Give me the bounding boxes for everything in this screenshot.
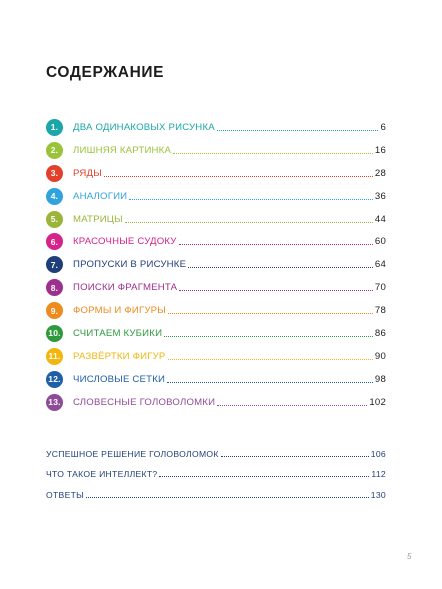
toc-entry[interactable] [46,162,386,185]
extra-page-number: 130 [370,489,386,500]
chapter-number-badge: 9. [46,302,63,319]
toc-entry[interactable] [46,139,386,162]
dot-leader [188,267,373,268]
dot-leader [217,130,379,131]
toc-entry[interactable] [46,253,386,276]
chapter-page-number: 86 [374,327,386,339]
dot-leader [164,336,373,337]
chapter-page-number: 64 [374,259,386,271]
toc-entry[interactable] [46,345,386,368]
chapter-number-badge: 2. [46,142,63,159]
chapter-number-badge: 5. [46,211,63,228]
extra-title: ОТВЕТЫ [46,489,85,500]
dot-leader [179,244,373,245]
chapter-title: ПОИСКИ ФРАГМЕНТА [73,282,178,294]
chapter-title: КРАСОЧНЫЕ СУДОКУ [73,236,177,248]
chapter-number-badge: 8. [46,279,63,296]
extra-section-list [46,444,386,505]
chapter-number-badge: 12. [46,371,63,388]
chapter-title: ФОРМЫ И ФИГУРЫ [73,305,166,317]
chapter-page-number: 78 [374,305,386,317]
page-title: СОДЕРЖАНИЕ [46,64,165,81]
chapter-title: РАЗВЁРТКИ ФИГУР [73,350,166,362]
chapter-page-number: 6 [380,121,386,133]
chapter-page-number: 70 [374,282,386,294]
extra-page-number: 106 [370,449,386,460]
chapter-number-badge: 1. [46,119,63,136]
chapter-title: ПРОПУСКИ В РИСУНКЕ [73,259,187,271]
dot-leader [159,476,369,477]
chapter-title: РЯДЫ [73,167,102,179]
chapter-title: СЧИТАЕМ КУБИКИ [73,327,163,339]
chapter-page-number: 36 [374,190,386,202]
toc-extra-entry[interactable] [46,464,386,484]
chapter-page-number: 90 [374,350,386,362]
toc-entry[interactable] [46,368,386,391]
chapter-title: ЧИСЛОВЫЕ СЕТКИ [73,373,166,385]
toc-entry[interactable] [46,391,386,414]
extra-page-number: 112 [371,469,386,480]
extra-title: УСПЕШНОЕ РЕШЕНИЕ ГОЛОВОЛОМОК [46,449,219,460]
toc-entry[interactable] [46,276,386,299]
chapter-page-number: 102 [369,396,386,408]
dot-leader [86,497,369,498]
dot-leader [221,456,369,457]
chapter-number-badge: 7. [46,256,63,273]
dot-leader [167,382,373,383]
dot-leader [125,222,373,223]
chapter-title: ЛИШНЯЯ КАРТИНКА [73,144,172,156]
chapter-page-number: 60 [374,236,386,248]
toc-entry[interactable] [46,230,386,253]
toc-entry[interactable] [46,185,386,208]
dot-leader [168,359,373,360]
chapter-number-badge: 6. [46,233,63,250]
chapter-list [46,116,386,414]
chapter-title: ДВА ОДИНАКОВЫХ РИСУНКА [73,121,215,133]
chapter-number-badge: 11. [46,348,63,365]
toc-extra-entry[interactable] [46,444,386,464]
chapter-title: АНАЛОГИИ [73,190,128,202]
chapter-page-number: 98 [374,373,386,385]
chapter-number-badge: 13. [46,394,63,411]
toc-entry[interactable] [46,299,386,322]
chapter-page-number: 16 [374,144,386,156]
dot-leader [129,199,373,200]
dot-leader [168,313,373,314]
extra-title: ЧТО ТАКОЕ ИНТЕЛЛЕКТ? [46,469,158,480]
toc-entry[interactable] [46,322,386,345]
chapter-number-badge: 4. [46,188,63,205]
dot-leader [173,153,373,154]
toc-entry[interactable] [46,208,386,231]
dot-leader [179,290,373,291]
chapter-title: МАТРИЦЫ [73,213,123,225]
chapter-title: СЛОВЕСНЫЕ ГОЛОВОЛОМКИ [73,396,216,408]
page-number: 5 [407,552,412,561]
chapter-page-number: 44 [374,213,386,225]
chapter-number-badge: 10. [46,325,63,342]
dot-leader [217,405,367,406]
toc-entry[interactable] [46,116,386,139]
dot-leader [104,176,373,177]
chapter-number-badge: 3. [46,165,63,182]
chapter-page-number: 28 [374,167,386,179]
toc-extra-entry[interactable] [46,485,386,505]
